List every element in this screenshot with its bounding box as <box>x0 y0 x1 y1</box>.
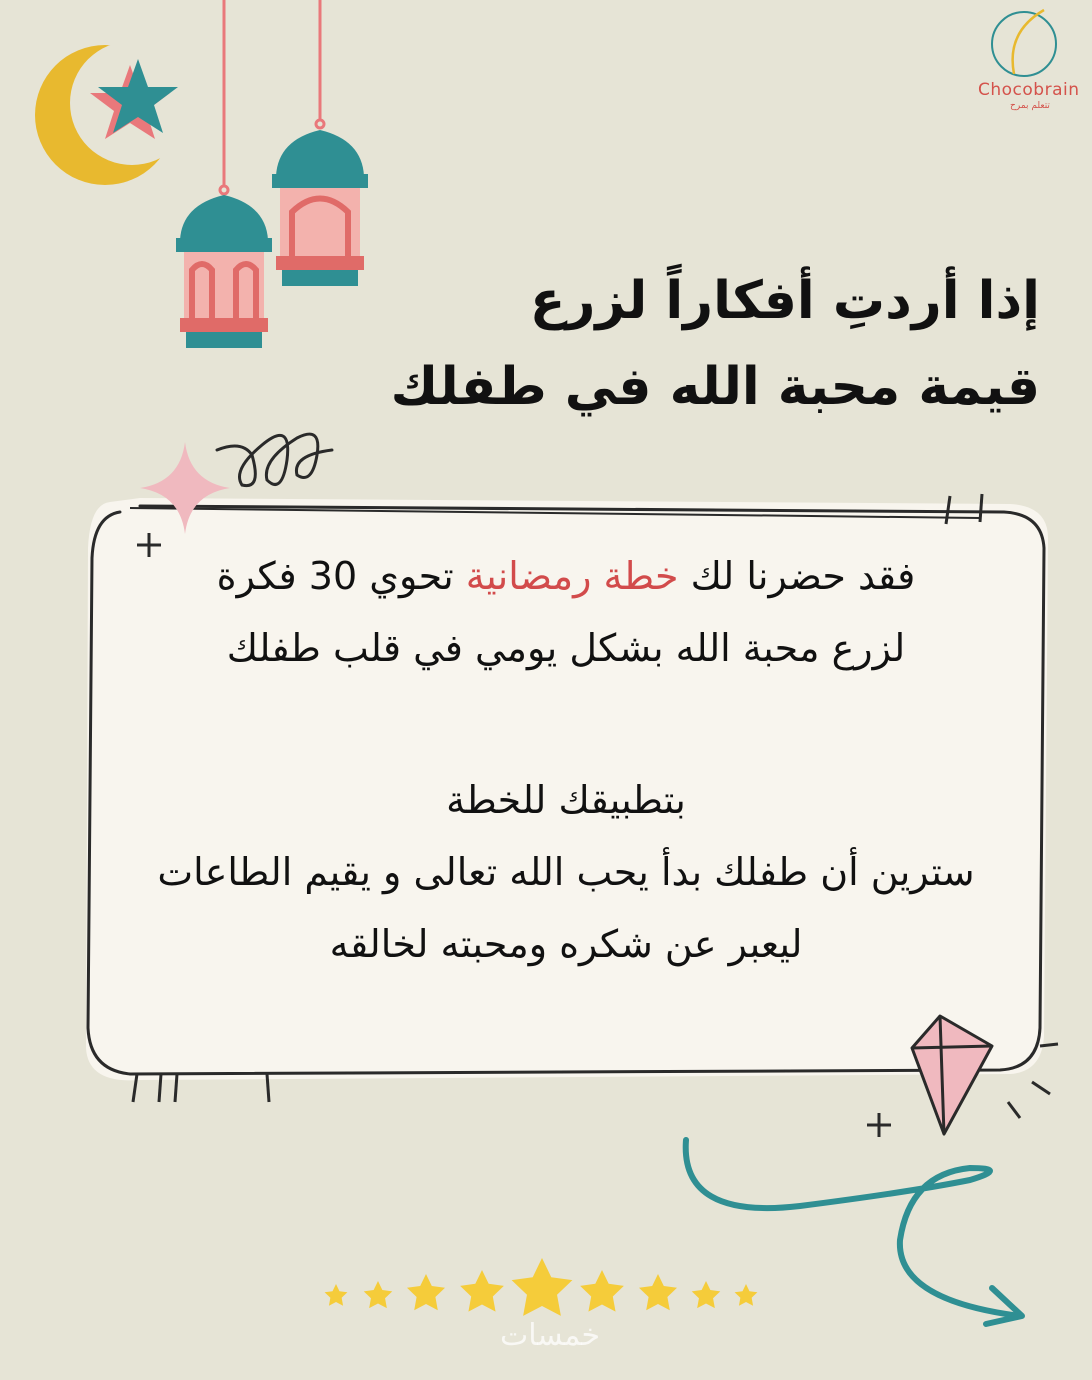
brand-logo-icon <box>986 2 1066 82</box>
star-icon <box>460 1270 504 1312</box>
brand-tagline: تتعلم بمرح <box>1010 101 1050 111</box>
kite-icon <box>900 1006 1070 1146</box>
star-icon <box>735 1284 758 1306</box>
loops-doodle <box>212 410 342 500</box>
card-message <box>96 540 1036 980</box>
crescent-star-icon <box>20 25 190 205</box>
highlight-text: خطة رمضانية <box>465 554 679 598</box>
card-line-4: سترين أن طفلك بدأ يحب الله تعالى و يقيم الطاعات <box>157 850 975 894</box>
card-line-1 <box>96 540 1036 612</box>
star-icon <box>580 1270 624 1312</box>
card-line-2: لزرع محبة الله بشكل يومي في قلب طفلك <box>226 626 906 670</box>
title-line-1: إذا أردتِ أفكاراً لزرع <box>529 271 1040 331</box>
star-icon <box>407 1274 445 1310</box>
star-icon <box>512 1258 573 1316</box>
card-line-1-after: تحوي 30 فكرة <box>216 554 466 598</box>
card-line-3: بتطبيقك للخطة <box>446 778 686 822</box>
rating-stars <box>316 1256 776 1326</box>
brand-name: Chocobrain <box>978 80 1080 100</box>
title-line-2: قيمة محبة الله في طفلك <box>390 357 1040 417</box>
watermark: خمسات <box>499 1318 601 1353</box>
star-icon <box>364 1281 393 1308</box>
lantern-icon <box>268 0 373 292</box>
tick-marks-decoration <box>125 1068 285 1108</box>
lantern-icon <box>172 0 277 352</box>
card-line-5: ليعبر عن شكره ومحبته لخالقه <box>329 922 803 966</box>
page-title <box>380 258 1040 430</box>
star-icon <box>692 1281 721 1308</box>
card-line-1-before: فقد حضرنا لك <box>678 554 916 598</box>
star-icon <box>639 1274 677 1310</box>
star-icon <box>325 1284 348 1306</box>
tick-marks-decoration <box>940 490 1000 530</box>
